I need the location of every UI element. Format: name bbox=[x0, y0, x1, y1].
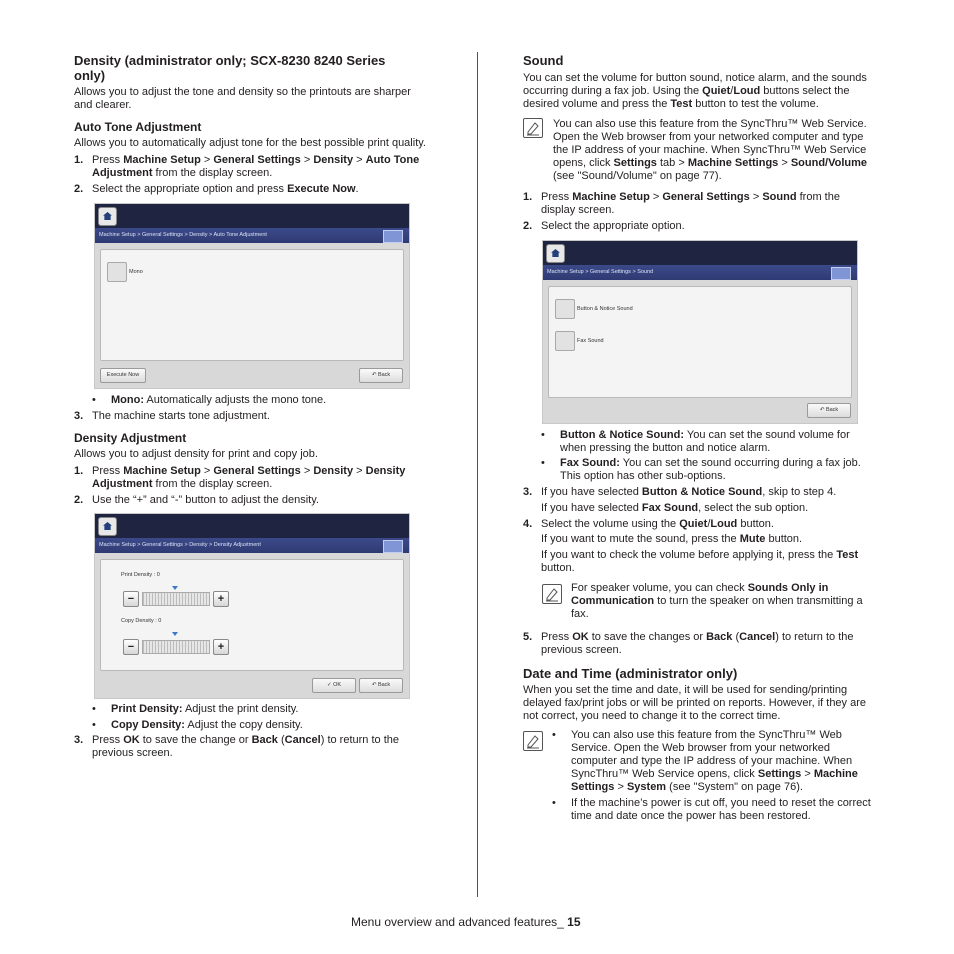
sound-step-1: 1. Press Machine Setup > General Settings > Sound from the display screen. bbox=[523, 191, 840, 216]
density-step-1: 1. Press Machine Setup > General Settings > Density > Density Adjustment from the display screen. bbox=[74, 465, 406, 490]
auto-tone-title: Auto Tone Adjustment bbox=[74, 120, 202, 134]
print-density-label: Print Density : 0 bbox=[121, 572, 160, 578]
speaker-volume-note: For speaker volume, you can check Sounds Only in Communication to turn the speaker on when transmitting a fax. bbox=[571, 582, 863, 620]
home-icon bbox=[98, 207, 117, 226]
menu-icon bbox=[383, 230, 403, 243]
note-icon bbox=[523, 118, 543, 138]
ok-button: ✓ OK bbox=[312, 678, 356, 693]
note-icon bbox=[542, 584, 562, 604]
copy-density-label: Copy Density : 0 bbox=[121, 618, 162, 624]
date-time-note-bullet-2: • If the machine’s power is cut off, you need to reset the correct time and date once the power has been restored. bbox=[552, 797, 871, 822]
menu-icon bbox=[831, 267, 851, 280]
copy-density-marker bbox=[172, 632, 178, 636]
date-time-intro: When you set the time and date, it will be used for sending/printing delayed fax/print jobs or will be printed on reports. However, if they are not correct, you need to change it to the correct time. bbox=[523, 684, 867, 722]
back-button: ↶ Back bbox=[359, 678, 403, 693]
home-icon bbox=[98, 517, 117, 536]
button-notice-sound-bullet: • Button & Notice Sound: You can set the sound volume for when pressing the button and notice alarm. bbox=[541, 429, 850, 454]
back-button: ↶ Back bbox=[359, 368, 403, 383]
fax-sound-checkbox bbox=[555, 331, 575, 351]
auto-step-2: 2. Select the appropriate option and press Execute Now. bbox=[74, 183, 359, 195]
date-time-note-bullet-1: • You can also use this feature from the SyncThru™ Web Service. Open the Web browser from your networked computer and type the IP address of your machine. When SyncThru™ Web Service opens, click Settings > Machine Settings > System (see "System" on page 76). bbox=[552, 729, 858, 793]
density-step-3: 3. Press OK to save the change or Back (Cancel) to return to the previous screen. bbox=[74, 734, 399, 759]
sound-screenshot bbox=[542, 240, 858, 424]
back-button: ↶ Back bbox=[807, 403, 851, 418]
copy-density-minus: − bbox=[123, 639, 139, 655]
home-icon bbox=[546, 244, 565, 263]
print-density-plus: + bbox=[213, 591, 229, 607]
auto-step-1: 1. Press Machine Setup > General Settings > Density > Auto Tone Adjustment from the display screen. bbox=[74, 154, 420, 179]
copy-density-plus: + bbox=[213, 639, 229, 655]
print-density-bullet: • Print Density: Adjust the print density. bbox=[92, 703, 299, 715]
auto-tone-screenshot bbox=[94, 203, 410, 389]
sound-intro: You can set the volume for button sound, notice alarm, and the sounds occurring during a fax job. Using the Quiet/Loud buttons select the desired volume and press the Test button to test the volume. bbox=[523, 72, 867, 110]
density-step-2: 2. Use the “+” and “-” button to adjust the density. bbox=[74, 494, 319, 506]
density-section-title: Density (administrator only; SCX-8230 8240 Series only) bbox=[74, 53, 386, 83]
execute-now-button: Execute Now bbox=[100, 368, 146, 383]
note-icon bbox=[523, 731, 543, 751]
sound-step-3: 3. If you have selected Button & Notice Sound, skip to step 4. If you have selected Fax Sound, select the sub option. bbox=[523, 486, 837, 514]
sound-note: You can also use this feature from the SyncThru™ Web Service. Open the Web browser from your networked computer and type the IP address of your machine. When SyncThru™ Web Service opens, click Settings tab > Machine Settings > Sound/Volume (see "Sound/Volume" on page 77). bbox=[553, 118, 868, 182]
breadcrumb: Machine Setup > General Settings > Sound bbox=[543, 265, 857, 280]
copy-density-bullet: • Copy Density: Adjust the copy density. bbox=[92, 719, 303, 731]
print-density-slider bbox=[142, 592, 210, 606]
column-divider bbox=[477, 52, 478, 897]
fax-sound-bullet: • Fax Sound: You can set the sound occurring during a fax job. This option has other sub-options. bbox=[541, 457, 861, 482]
sound-section-title: Sound bbox=[523, 53, 564, 68]
print-density-minus: − bbox=[123, 591, 139, 607]
density-adjustment-intro: Allows you to adjust density for print and copy job. bbox=[74, 448, 318, 460]
mono-checkbox bbox=[107, 262, 127, 282]
menu-icon bbox=[383, 540, 403, 553]
mono-option-label: Mono bbox=[129, 269, 143, 275]
page-footer: Menu overview and advanced features_ 15 bbox=[351, 915, 581, 929]
sound-step-5: 5. Press OK to save the changes or Back (Cancel) to return to the previous screen. bbox=[523, 631, 854, 656]
density-adjustment-title: Density Adjustment bbox=[74, 431, 187, 445]
print-density-marker bbox=[172, 586, 178, 590]
density-adjustment-screenshot bbox=[94, 513, 410, 699]
copy-density-slider bbox=[142, 640, 210, 654]
button-notice-sound-label: Button & Notice Sound bbox=[577, 306, 633, 312]
sound-step-4: 4. Select the volume using the Quiet/Loud button. If you want to mute the sound, press the Mute button. If you want to check the volume before applying it, press the Test button. bbox=[523, 518, 859, 574]
fax-sound-label: Fax Sound bbox=[577, 338, 604, 344]
density-intro: Allows you to adjust the tone and density so the printouts are sharper and clearer. bbox=[74, 86, 411, 111]
page-number: 15 bbox=[567, 915, 581, 929]
auto-step-3: 3. The machine starts tone adjustment. bbox=[74, 410, 270, 422]
breadcrumb: Machine Setup > General Settings > Density > Density Adjustment bbox=[95, 538, 409, 553]
button-notice-sound-checkbox bbox=[555, 299, 575, 319]
mono-bullet: • Mono: Automatically adjusts the mono tone. bbox=[92, 394, 327, 406]
sound-step-2: 2. Select the appropriate option. bbox=[523, 220, 685, 232]
auto-tone-intro: Allows you to automatically adjust tone for the best possible print quality. bbox=[74, 137, 426, 149]
breadcrumb: Machine Setup > General Settings > Density > Auto Tone Adjustment bbox=[95, 228, 409, 243]
date-time-title: Date and Time (administrator only) bbox=[523, 666, 738, 681]
